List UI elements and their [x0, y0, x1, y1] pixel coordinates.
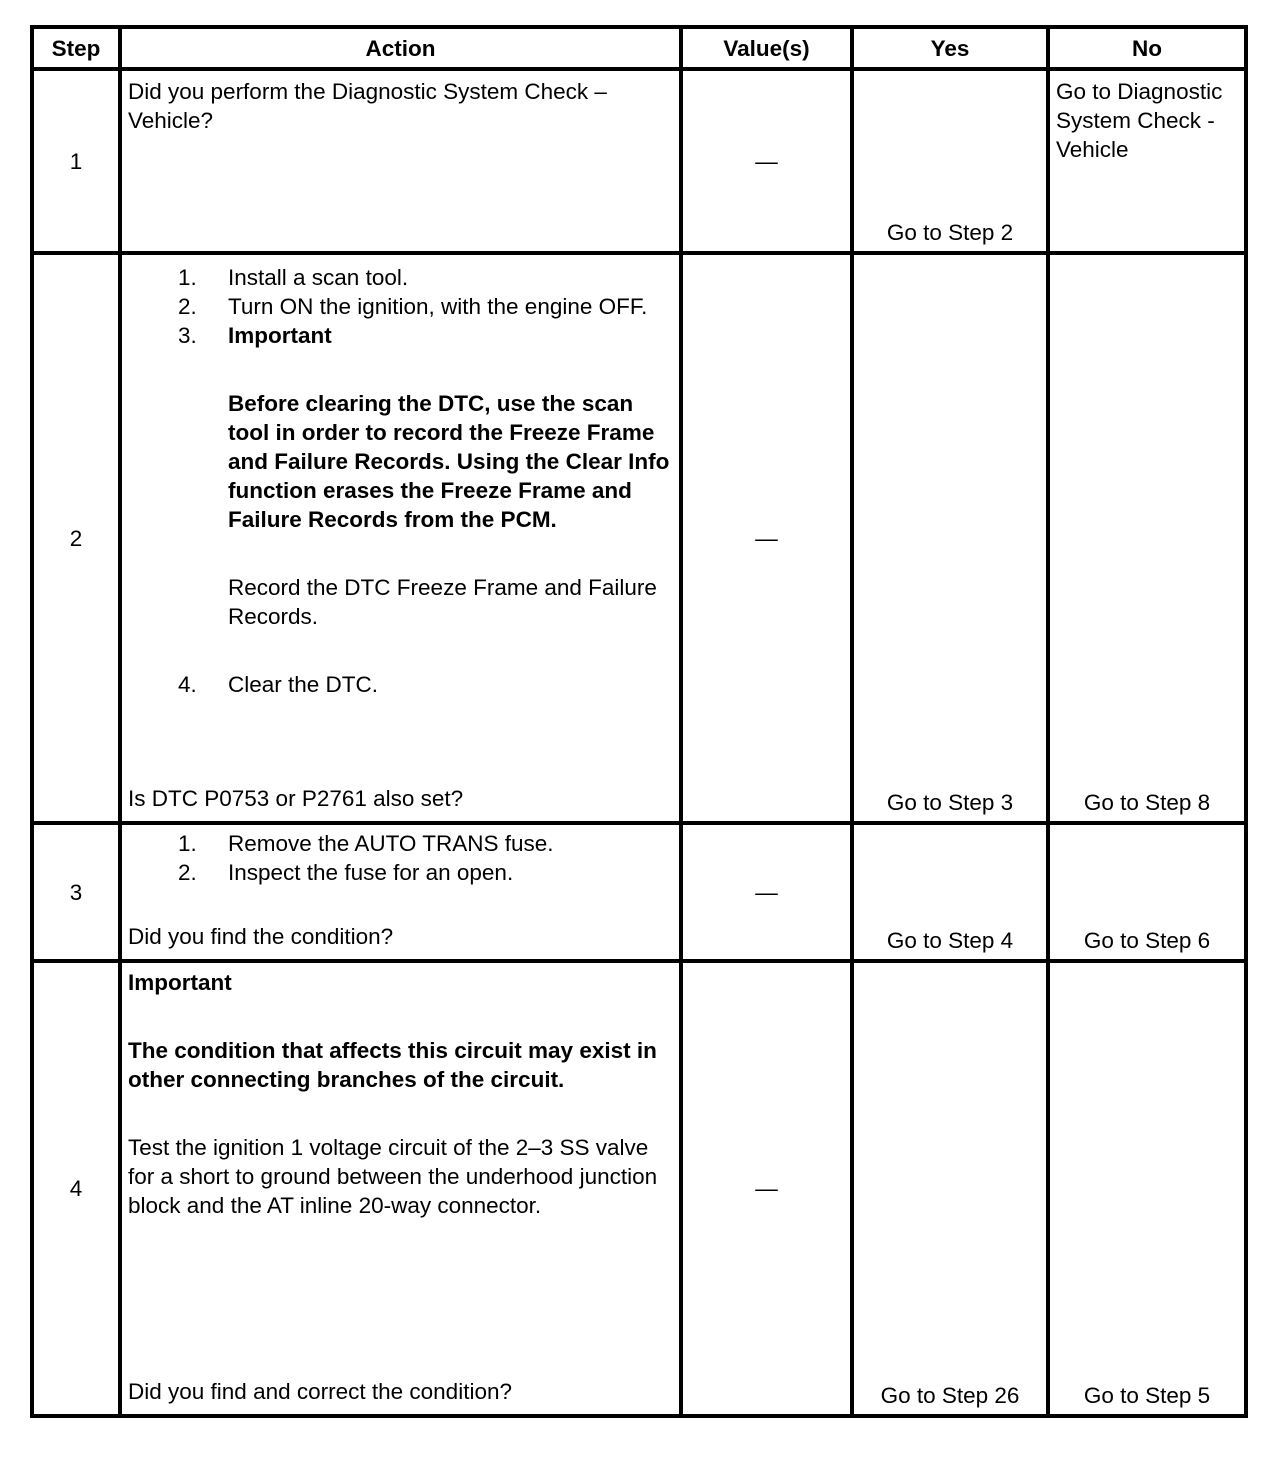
value-cell: — — [681, 961, 852, 1416]
list-item: 3. Important Before clearing the DTC, use the scan tool in order to record the Freeze Frame and Failure Records. Using the Clear Info function erases the Freeze Frame and Failure Records from the PCM. Record the DTC Freeze Frame and Failure Records. — [178, 323, 670, 629]
no-cell — [1048, 823, 1246, 961]
header-action: Action — [120, 27, 681, 69]
important-note: The condition that affects this circuit may exist in other connecting branches of the circuit. — [128, 1038, 657, 1092]
list-item: 4. Clear the DTC. — [178, 672, 379, 697]
value-cell: — — [681, 69, 852, 253]
yes-link[interactable]: Go to Step 2 — [886, 220, 1014, 245]
step-number: 3 — [32, 823, 120, 961]
step-number: 4 — [32, 961, 120, 1416]
no-link[interactable]: Go to Step 5 — [1083, 1383, 1211, 1408]
table-row-step-3 — [32, 823, 1246, 961]
no-cell — [1048, 69, 1246, 253]
no-link[interactable]: Go to Step 6 — [1083, 928, 1211, 953]
action-question: Did you find and correct the condition? — [128, 1379, 512, 1404]
step-number: 2 — [32, 253, 120, 823]
action-question: Did you perform the Diagnostic System Check – Vehicle? — [128, 79, 607, 133]
action-cell — [120, 253, 681, 823]
action-question: Did you find the condition? — [128, 924, 394, 949]
no-link[interactable]: Go to Diagnostic System Check - Vehicle — [1056, 79, 1223, 162]
important-label: Important — [128, 970, 232, 995]
table-row-step-2 — [32, 253, 1246, 823]
value-cell: — — [681, 823, 852, 961]
action-cell — [120, 69, 681, 253]
record-note: Record the DTC Freeze Frame and Failure Records. — [228, 575, 657, 629]
step-number: 1 — [32, 69, 120, 253]
yes-cell — [852, 253, 1048, 823]
action-cell — [120, 823, 681, 961]
no-cell — [1048, 961, 1246, 1416]
no-link[interactable]: Go to Step 8 — [1083, 790, 1211, 815]
value-cell: — — [681, 253, 852, 823]
action-cell — [120, 961, 681, 1416]
table-row-step-1 — [32, 69, 1246, 253]
diagnostic-table — [30, 25, 1248, 1418]
yes-cell — [852, 961, 1048, 1416]
yes-link[interactable]: Go to Step 26 — [880, 1383, 1020, 1408]
action-steps — [128, 829, 671, 887]
important-note: Before clearing the DTC, use the scan tool in order to record the Freeze Frame and Failure Records. Using the Clear Info function erases the Freeze Frame and Failure Records from the PCM. — [228, 391, 670, 532]
list-item: 1. Install a scan tool. — [178, 265, 409, 290]
no-cell — [1048, 253, 1246, 823]
header-yes: Yes — [852, 27, 1048, 69]
header-no: No — [1048, 27, 1246, 69]
header-step: Step — [32, 27, 120, 69]
header-values: Value(s) — [681, 27, 852, 69]
action-question: Is DTC P0753 or P2761 also set? — [128, 786, 464, 811]
yes-link[interactable]: Go to Step 3 — [886, 790, 1014, 815]
yes-cell — [852, 69, 1048, 253]
table-row-step-4 — [32, 961, 1246, 1416]
list-item: 1. Remove the AUTO TRANS fuse. — [178, 831, 554, 856]
action-steps — [128, 263, 671, 699]
list-item: 2. Inspect the fuse for an open. — [178, 860, 514, 885]
list-item: 2. Turn ON the ignition, with the engine OFF. — [178, 294, 648, 319]
header-row — [32, 27, 1246, 69]
yes-cell — [852, 823, 1048, 961]
test-instruction: Test the ignition 1 voltage circuit of the 2–3 SS valve for a short to ground between the underhood junction block and the AT inline 20-way connector. — [128, 1135, 658, 1218]
yes-link[interactable]: Go to Step 4 — [886, 928, 1014, 953]
